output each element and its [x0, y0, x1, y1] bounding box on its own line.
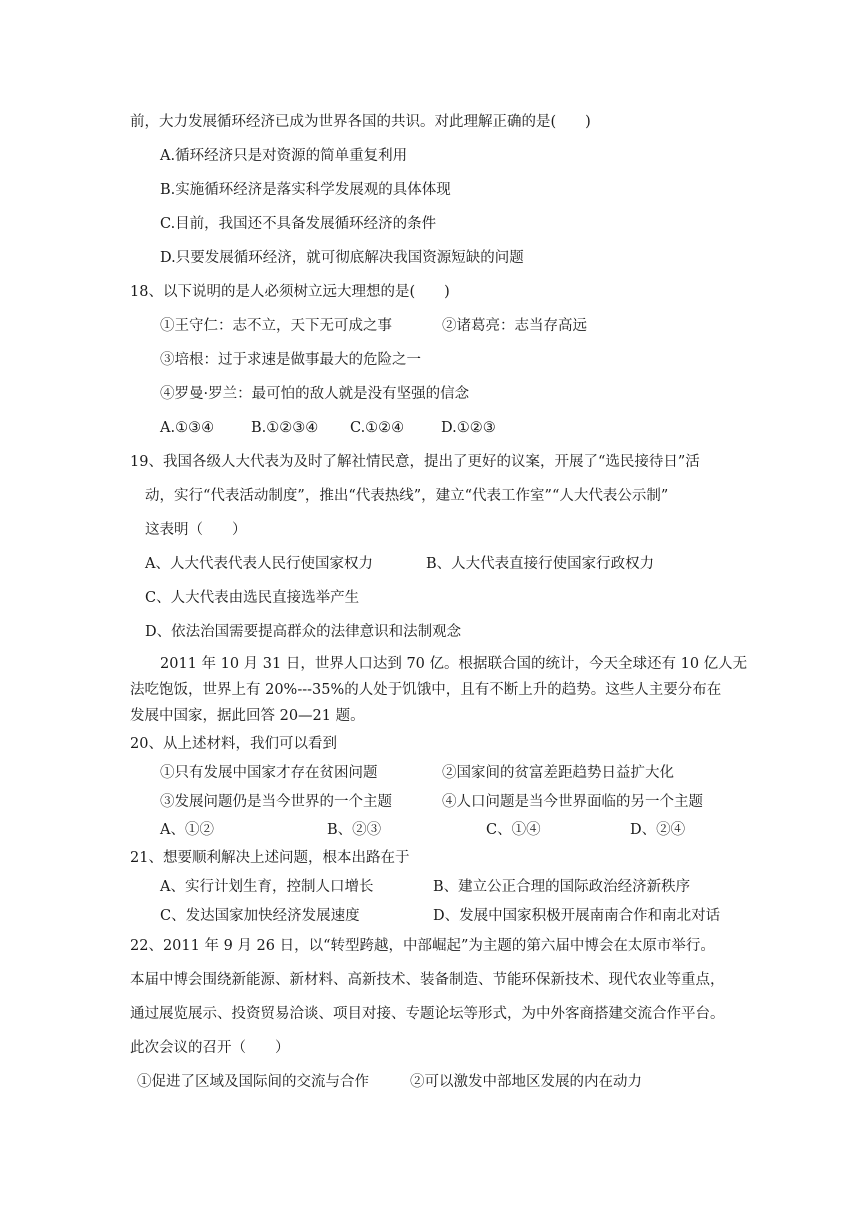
- q19-option-a: A、人大代表代表人民行使国家权力: [145, 556, 373, 572]
- q22-stem-line2: 本届中博会围绕新能源、新材料、高新技术、装备制造、节能环保新技术、现代农业等重点，: [130, 972, 725, 988]
- q18-item-1: ①王守仁：志不立，天下无可成之事: [160, 318, 392, 334]
- material-line2: 法吃饱饭，世界上有 20%---35%的人处于饥饿中，且有不断上升的趋势。这些人主要分布在: [130, 682, 722, 698]
- q19-stem-line1: 19、我国各级人大代表为及时了解社情民意，提出了更好的议案，开展了“选民接待日”活: [130, 454, 700, 470]
- q17-option-b: B.实施循环经济是落实科学发展观的具体体现: [160, 182, 451, 198]
- material-line3: 发展中国家，据此回答 20—21 题。: [130, 708, 365, 724]
- q17-option-c: C.目前，我国还不具备发展循环经济的条件: [160, 216, 437, 232]
- q17-option-a: A.循环经济只是对资源的简单重复利用: [160, 148, 408, 164]
- q21-option-d: D、发展中国家积极开展南南合作和南北对话: [433, 908, 721, 924]
- q20-option-d: D、②④: [630, 822, 686, 838]
- q19-option-b: B、人大代表直接行使国家行政权力: [426, 556, 655, 572]
- q20-item-3: ③发展问题仍是当今世界的一个主题: [160, 794, 392, 810]
- q22-stem-line1: 22、2011 年 9 月 26 日，以“转型跨越，中部崛起”为主题的第六届中博会在太原市举行。: [130, 938, 715, 954]
- q22-item-2: ②可以激发中部地区发展的内在动力: [410, 1074, 642, 1090]
- q20-option-c: C、①④: [486, 822, 541, 838]
- q20-option-a: A、①②: [160, 822, 214, 838]
- q18-option-b: B.①②③④: [251, 420, 319, 436]
- q18-option-a: A.①③④: [160, 420, 215, 436]
- q20-item-4: ④人口问题是当今世界面临的另一个主题: [442, 794, 703, 810]
- q19-stem-line2: 动，实行“代表活动制度”，推出“代表热线”，建立“代表工作室”“人大代表公示制”: [145, 488, 669, 504]
- q18-option-c: C.①②④: [350, 420, 405, 436]
- q18-option-d: D.①②③: [441, 420, 496, 436]
- q18-stem: 18、以下说明的是人必须树立远大理想的是( ): [130, 284, 450, 300]
- q20-option-b: B、②③: [327, 822, 382, 838]
- q20-item-2: ②国家间的贫富差距趋势日益扩大化: [442, 765, 674, 781]
- q21-option-b: B、建立公正合理的国际政治经济新秩序: [433, 879, 691, 895]
- q21-option-c: C、发达国家加快经济发展速度: [160, 908, 360, 924]
- q18-item-2: ②诸葛亮：志当存高远: [442, 318, 587, 334]
- q22-stem-line3: 通过展览展示、投资贸易洽谈、项目对接、专题论坛等形式，为中外客商搭建交流合作平台。: [130, 1006, 725, 1022]
- q21-stem: 21、想要顺利解决上述问题，根本出路在于: [130, 850, 410, 866]
- q21-option-a: A、实行计划生育，控制人口增长: [160, 879, 374, 895]
- q18-item-4: ④罗曼·罗兰：最可怕的敌人就是没有坚强的信念: [160, 386, 470, 402]
- q22-item-1: ①促进了区域及国际间的交流与合作: [137, 1074, 369, 1090]
- q19-option-d: D、依法治国需要提高群众的法律意识和法制观念: [145, 624, 462, 640]
- q20-item-1: ①只有发展中国家才存在贫困问题: [160, 765, 378, 781]
- q18-item-3: ③培根：过于求速是做事最大的危险之一: [160, 352, 421, 368]
- q20-stem: 20、从上述材料，我们可以看到: [130, 736, 337, 752]
- q19-stem-line3: 这表明（ ）: [145, 522, 247, 538]
- q17-stem: 前，大力发展循环经济已成为世界各国的共识。对此理解正确的是( ): [130, 114, 591, 130]
- q19-option-c: C、人大代表由选民直接选举产生: [145, 590, 360, 606]
- q22-stem-line4: 此次会议的召开（ ）: [130, 1040, 290, 1056]
- q17-option-d: D.只要发展循环经济，就可彻底解决我国资源短缺的问题: [160, 250, 524, 266]
- material-line1: 2011 年 10 月 31 日，世界人口达到 70 亿。根据联合国的统计，今天全球还有 10 亿人无: [160, 656, 748, 672]
